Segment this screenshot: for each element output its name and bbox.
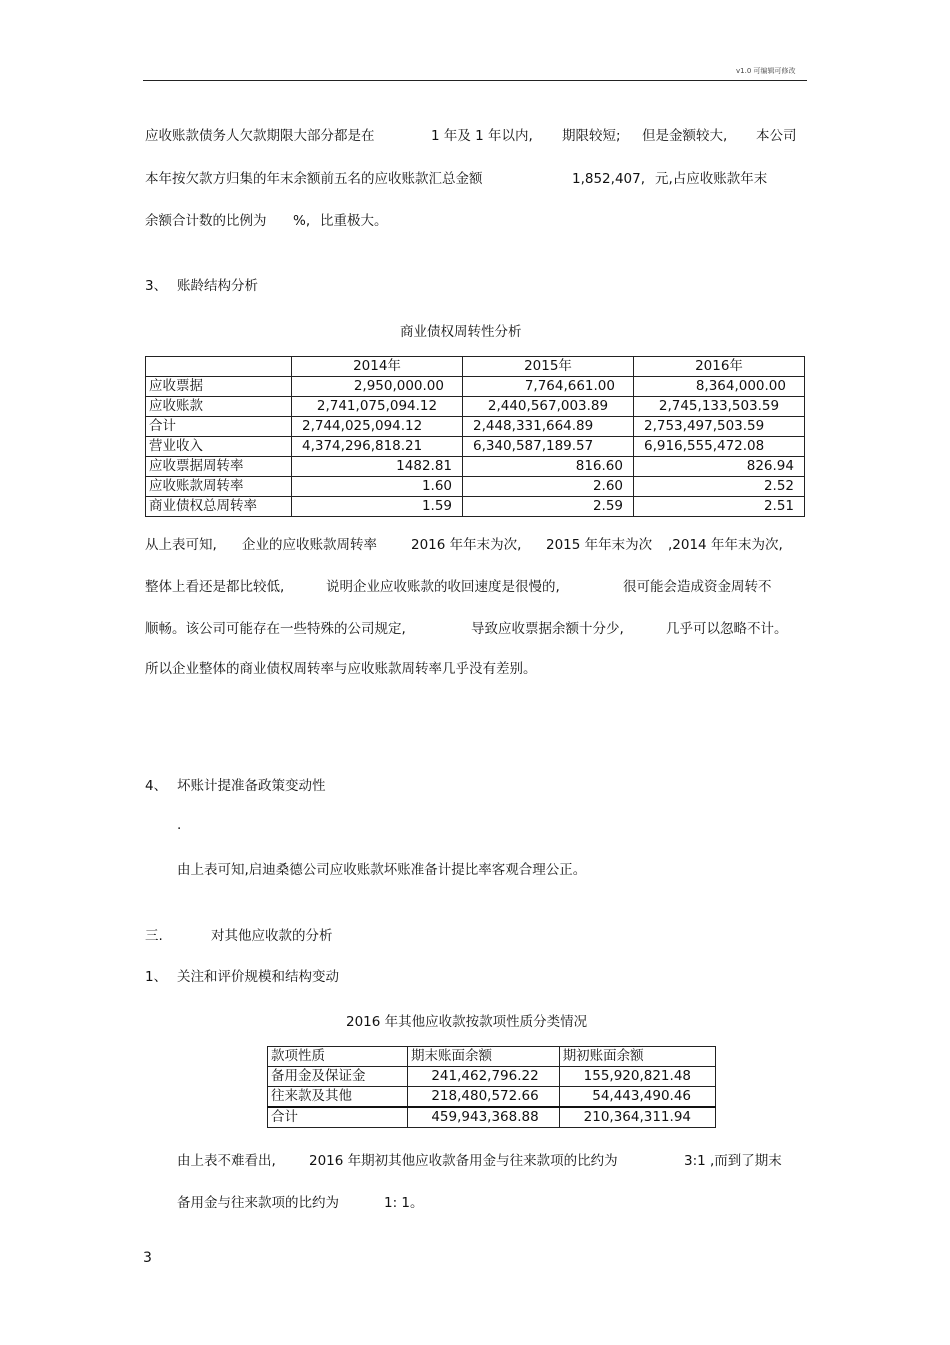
text: 2016 年年末为次, bbox=[411, 537, 522, 553]
text: 说明企业应收账款的收回速度是很慢的, bbox=[326, 579, 560, 595]
cell: 2,753,497,503.59 bbox=[634, 417, 805, 437]
header-cell: 期初账面余额 bbox=[559, 1047, 715, 1067]
text: 整体上看还是都比较低, bbox=[145, 579, 285, 595]
row-label: 商业债权总周转率 bbox=[146, 497, 292, 517]
text: 顺畅。该公司可能存在一些特殊的公司规定, bbox=[145, 621, 406, 637]
text: 备用金与往来款项的比约为 bbox=[177, 1195, 339, 1211]
text: 几乎可以忽略不计。 bbox=[666, 621, 788, 637]
header-cell: 2015年 bbox=[463, 357, 634, 377]
table-row bbox=[268, 1087, 716, 1108]
table-row bbox=[268, 1067, 716, 1087]
cell: 2.59 bbox=[463, 497, 634, 517]
text: 期限较短; bbox=[562, 128, 621, 144]
text: 但是金额较大, bbox=[642, 128, 728, 144]
row-label: 合计 bbox=[146, 417, 292, 437]
text: 应收账款债务人欠款期限大部分都是在 bbox=[145, 128, 375, 144]
table2-caption: 2016 年其他应收款按款项性质分类情况 bbox=[346, 1014, 588, 1030]
header-cell: 2016年 bbox=[634, 357, 805, 377]
cell: 826.94 bbox=[634, 457, 805, 477]
cell: 2,744,025,094.12 bbox=[292, 417, 463, 437]
header-cell: 款项性质 bbox=[268, 1047, 408, 1067]
text: 1 年及 1 年以内, bbox=[431, 128, 533, 144]
text: 本年按欠款方归集的年末余额前五名的应收账款汇总金额 bbox=[145, 171, 483, 187]
text: 很可能会造成资金周转不 bbox=[623, 579, 772, 595]
cell: 2,448,331,664.89 bbox=[463, 417, 634, 437]
other-receivables-table bbox=[267, 1046, 716, 1128]
cell: 6,340,587,189.57 bbox=[463, 437, 634, 457]
section-title: 对其他应收款的分析 bbox=[211, 928, 333, 944]
para2-line4: 所以企业整体的商业债权周转率与应收账款周转率几乎没有差别。 bbox=[145, 661, 537, 677]
page-number: 3 bbox=[143, 1250, 152, 1266]
header-rule bbox=[143, 80, 807, 81]
row-label: 往来款及其他 bbox=[268, 1087, 408, 1108]
cell: 1.59 bbox=[292, 497, 463, 517]
header-cell: 期末账面余额 bbox=[408, 1047, 560, 1067]
cell: 2.52 bbox=[634, 477, 805, 497]
cell: 6,916,555,472.08 bbox=[634, 437, 805, 457]
cell: 210,364,311.94 bbox=[559, 1107, 715, 1128]
cell: 2,950,000.00 bbox=[292, 377, 463, 397]
table-row bbox=[146, 437, 805, 457]
text: 企业的应收账款周转率 bbox=[242, 537, 377, 553]
table-row bbox=[146, 457, 805, 477]
text: 1: 1。 bbox=[384, 1195, 424, 1211]
cell: 2.60 bbox=[463, 477, 634, 497]
table1-caption: 商业债权周转性分析 bbox=[400, 324, 522, 340]
row-label: 应收账款周转率 bbox=[146, 477, 292, 497]
cell: 1482.81 bbox=[292, 457, 463, 477]
row-label: 合计 bbox=[268, 1107, 408, 1128]
text: %, bbox=[293, 213, 311, 229]
text: 余额合计数的比例为 bbox=[145, 213, 267, 229]
text: 由上表不难看出, bbox=[177, 1153, 276, 1169]
text: 导致应收票据余额十分少, bbox=[471, 621, 624, 637]
section-number: 三. bbox=[145, 928, 163, 944]
cell: 7,764,661.00 bbox=[463, 377, 634, 397]
table-row bbox=[146, 417, 805, 437]
section-title: 账龄结构分析 bbox=[177, 278, 258, 294]
cell: 155,920,821.48 bbox=[559, 1067, 715, 1087]
table-header-row bbox=[146, 357, 805, 377]
row-label: 应收票据周转率 bbox=[146, 457, 292, 477]
cell: 459,943,368.88 bbox=[408, 1107, 560, 1128]
cell: 4,374,296,818.21 bbox=[292, 437, 463, 457]
table-row bbox=[146, 377, 805, 397]
section-title: 坏账计提准备政策变动性 bbox=[177, 778, 326, 794]
table-row bbox=[146, 397, 805, 417]
section-number: 1、 bbox=[145, 969, 168, 985]
cell: 241,462,796.22 bbox=[408, 1067, 560, 1087]
table-header-row bbox=[268, 1047, 716, 1067]
text: 3:1 ,而到了期末 bbox=[684, 1153, 782, 1169]
text: 元,占应收账款年末 bbox=[655, 171, 768, 187]
cell: 2,440,567,003.89 bbox=[463, 397, 634, 417]
row-label: 营业收入 bbox=[146, 437, 292, 457]
section-title: 关注和评价规模和结构变动 bbox=[177, 969, 339, 985]
cell: 8,364,000.00 bbox=[634, 377, 805, 397]
cell: 816.60 bbox=[463, 457, 634, 477]
table-row bbox=[146, 477, 805, 497]
turnover-table bbox=[145, 356, 805, 517]
header-cell bbox=[146, 357, 292, 377]
cell: 1.60 bbox=[292, 477, 463, 497]
cell: 2,745,133,503.59 bbox=[634, 397, 805, 417]
row-label: 应收账款 bbox=[146, 397, 292, 417]
cell: 2,741,075,094.12 bbox=[292, 397, 463, 417]
header-note: v1.0 可编辑可修改 bbox=[736, 67, 796, 75]
text: ,2014 年年末为次, bbox=[668, 537, 783, 553]
table-row bbox=[146, 497, 805, 517]
section-number: 3、 bbox=[145, 278, 168, 294]
cell: 218,480,572.66 bbox=[408, 1087, 560, 1108]
cell: 54,443,490.46 bbox=[559, 1087, 715, 1108]
para3: 由上表可知,启迪桑德公司应收账款坏账准备计提比率客观合理公正。 bbox=[177, 862, 587, 878]
text: 本公司 bbox=[756, 128, 797, 144]
text: 2015 年年末为次 bbox=[546, 537, 653, 553]
row-label: 备用金及保证金 bbox=[268, 1067, 408, 1087]
section-number: 4、 bbox=[145, 778, 168, 794]
header-cell: 2014年 bbox=[292, 357, 463, 377]
cell: 2.51 bbox=[634, 497, 805, 517]
text: 比重极大。 bbox=[320, 213, 388, 229]
stray-dot: . bbox=[177, 817, 182, 833]
row-label: 应收票据 bbox=[146, 377, 292, 397]
table-total-row bbox=[268, 1107, 716, 1128]
text: 2016 年期初其他应收款备用金与往来款项的比约为 bbox=[309, 1153, 618, 1169]
text: 从上表可知, bbox=[145, 537, 217, 553]
text: 1,852,407, bbox=[572, 171, 645, 187]
